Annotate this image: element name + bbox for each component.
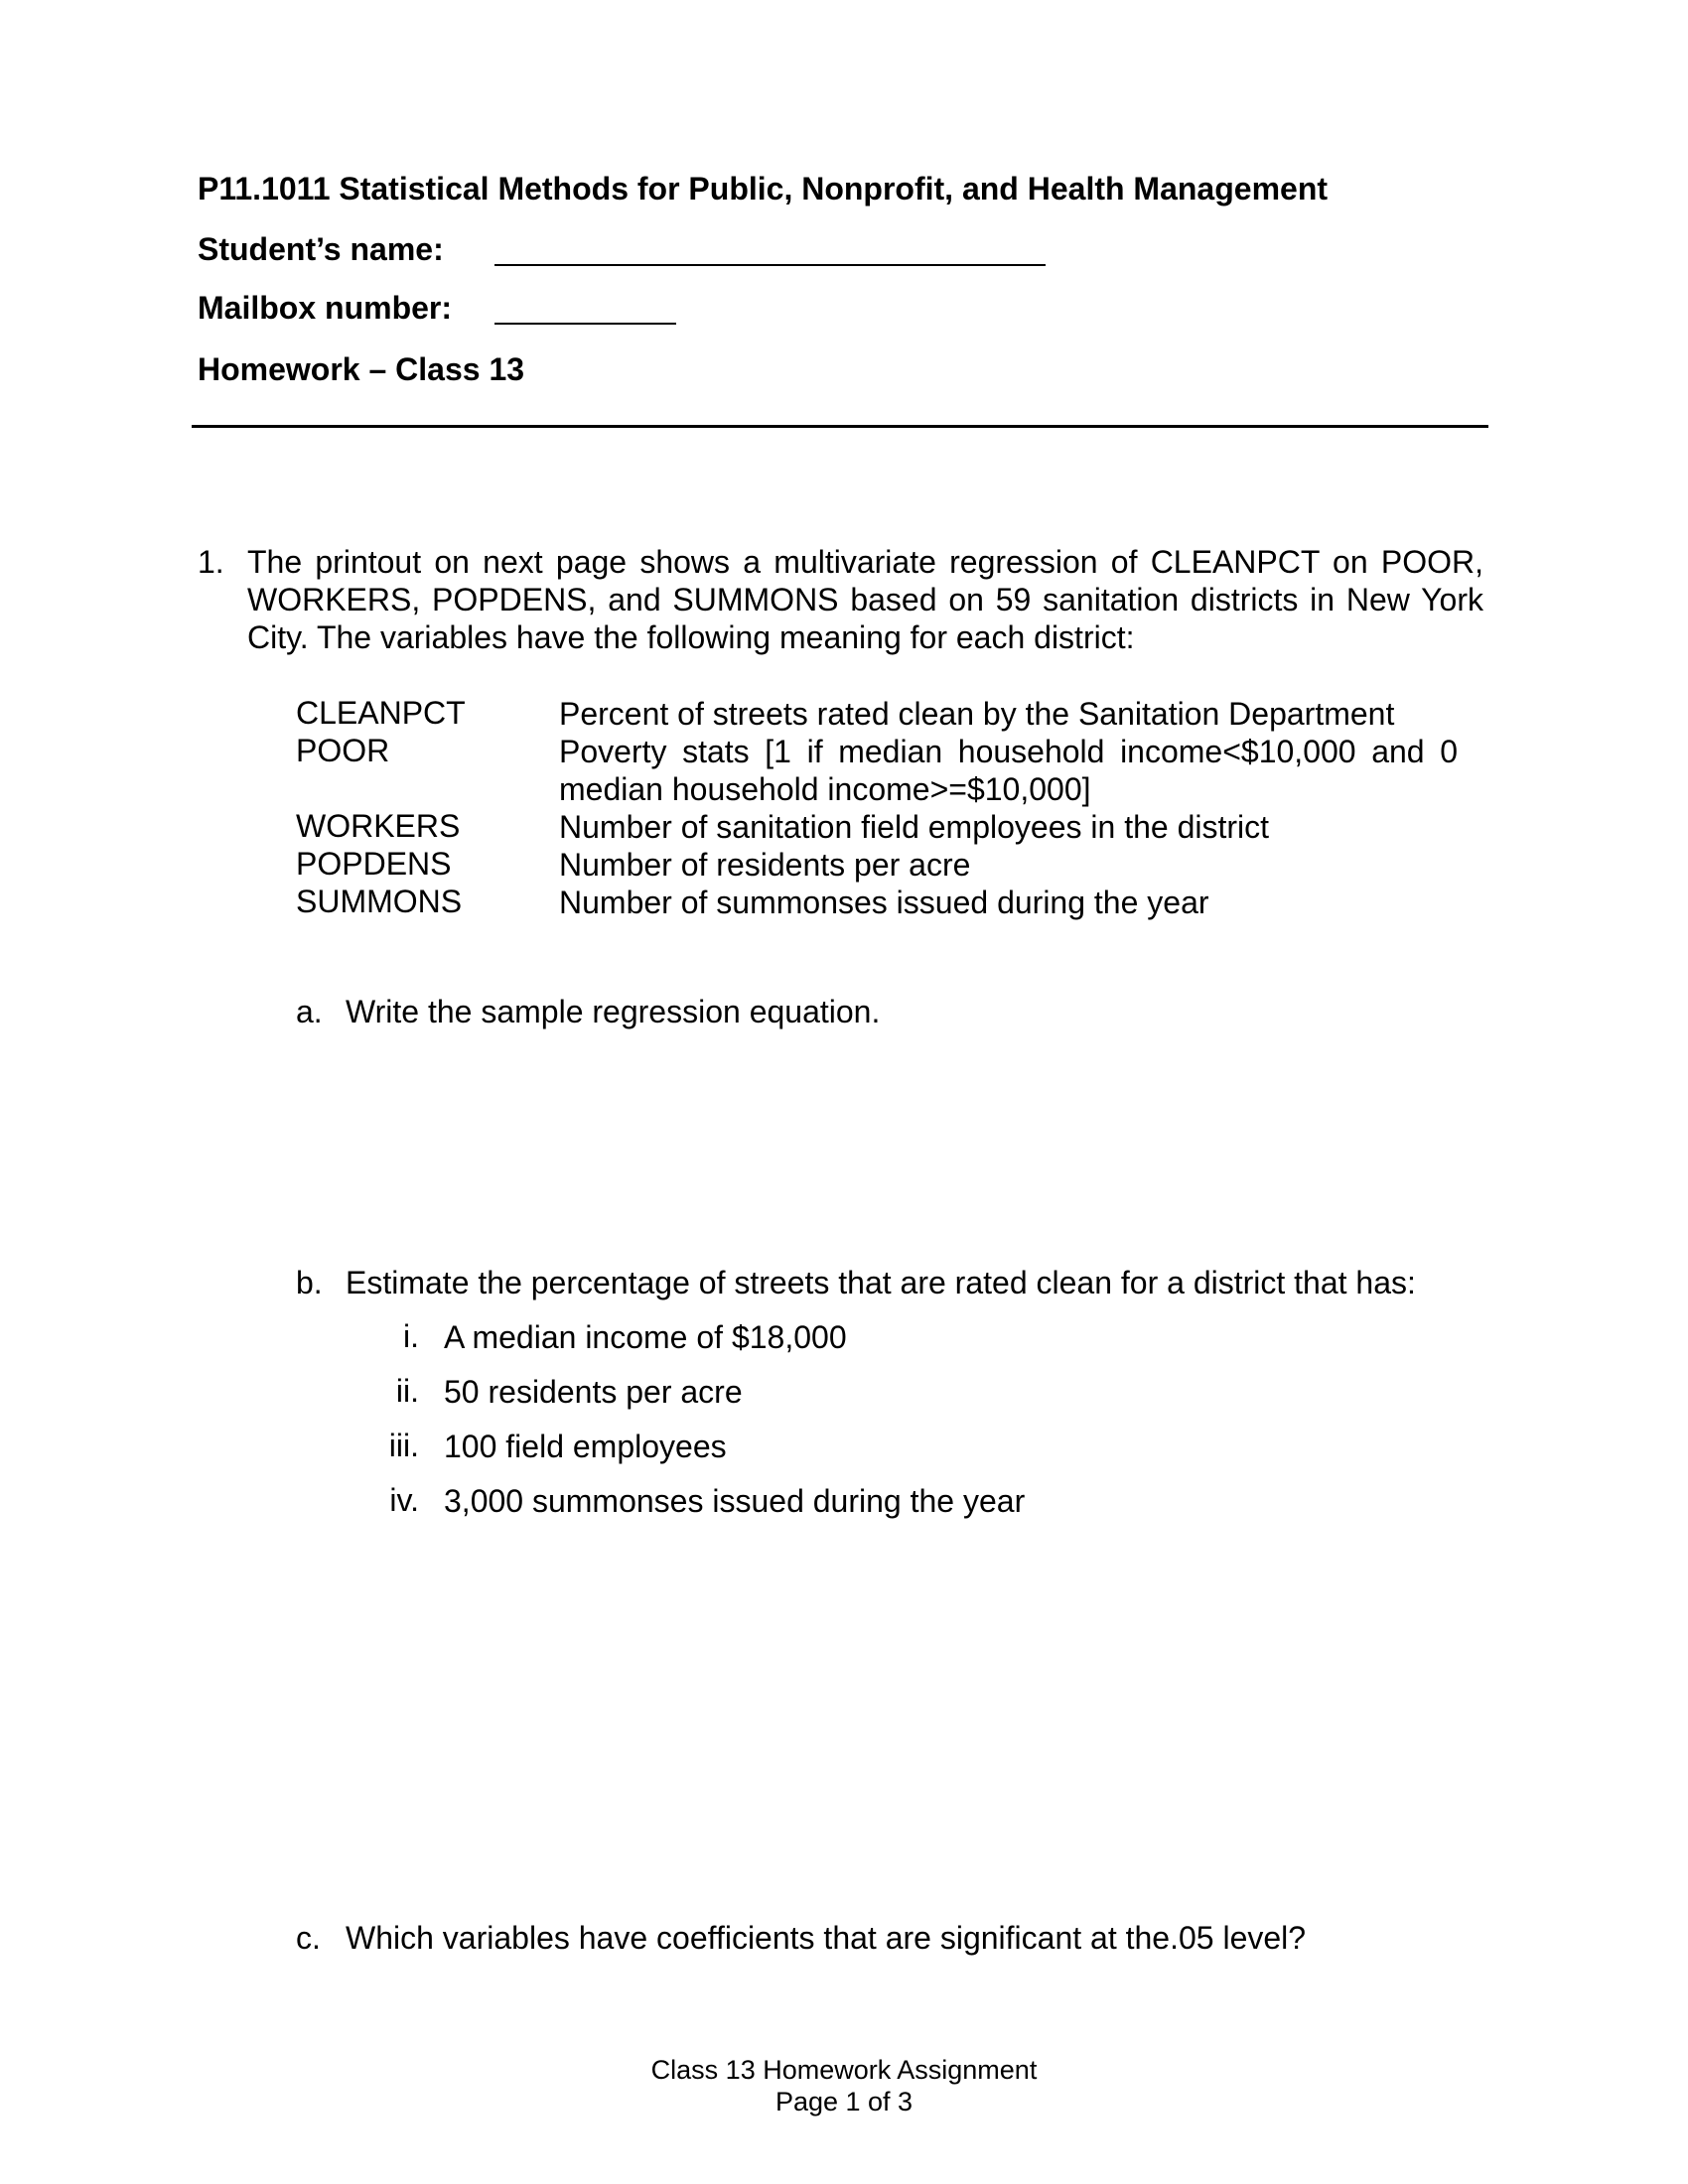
part-c-text: Which variables have coefficients that are significant at the.05 level? bbox=[346, 1920, 1307, 1956]
list-item: 100 field employees bbox=[444, 1429, 727, 1464]
page-number: Page 1 of 3 bbox=[774, 2087, 914, 2116]
part-b-text: Estimate the percentage of streets that are rated clean for a district that has: bbox=[346, 1265, 1416, 1300]
list-item-label: iv. bbox=[389, 1482, 419, 1518]
mailbox-label: Mailbox number: bbox=[198, 290, 453, 326]
part-a-label: a. bbox=[296, 994, 323, 1029]
part-c-label: c. bbox=[296, 1920, 321, 1956]
course-title: P11.1011 Statistical Methods for Public, Nonprofit, and Health Management bbox=[198, 171, 1329, 206]
header-divider bbox=[192, 425, 1488, 428]
variable-name: POPDENS bbox=[296, 846, 452, 882]
question-number: 1. bbox=[198, 544, 224, 580]
list-item: 50 residents per acre bbox=[444, 1374, 743, 1410]
variable-name: CLEANPCT bbox=[296, 695, 466, 731]
variable-desc: Number of summonses issued during the year bbox=[559, 885, 1209, 920]
variable-name: POOR bbox=[296, 733, 390, 768]
list-item-label: ii. bbox=[395, 1373, 419, 1409]
student-name-label: Student’s name: bbox=[198, 231, 444, 267]
variable-desc: Number of residents per acre bbox=[559, 847, 971, 883]
homework-label: Homework – Class 13 bbox=[198, 351, 525, 387]
list-item: A median income of $18,000 bbox=[444, 1319, 847, 1355]
part-b-label: b. bbox=[296, 1265, 323, 1300]
part-a-text: Write the sample regression equation. bbox=[346, 994, 881, 1029]
list-item-label: iii. bbox=[388, 1428, 419, 1463]
student-name-blank[interactable] bbox=[494, 264, 1046, 266]
variable-desc: Poverty stats [1 if median household income<$10,000 and 0 median household income>=$10,000] bbox=[559, 734, 1458, 807]
list-item: 3,000 summonses issued during the year bbox=[444, 1483, 1026, 1519]
variable-desc: Percent of streets rated clean by the Sanitation Department bbox=[559, 696, 1395, 732]
question-intro: The printout on next page shows a multivariate regression of CLEANPCT on POOR, WORKERS, POPDENS, and SUMMONS based on 59 sanitation districts in New York City. The variables have the following meaning for each district: bbox=[247, 544, 1483, 655]
variable-desc: Number of sanitation field employees in the district bbox=[559, 809, 1270, 845]
variable-name: WORKERS bbox=[296, 808, 461, 844]
list-item-label: i. bbox=[403, 1318, 419, 1354]
variable-name: SUMMONS bbox=[296, 884, 463, 919]
mailbox-blank[interactable] bbox=[494, 323, 676, 325]
footer-title: Class 13 Homework Assignment bbox=[650, 2055, 1038, 2085]
